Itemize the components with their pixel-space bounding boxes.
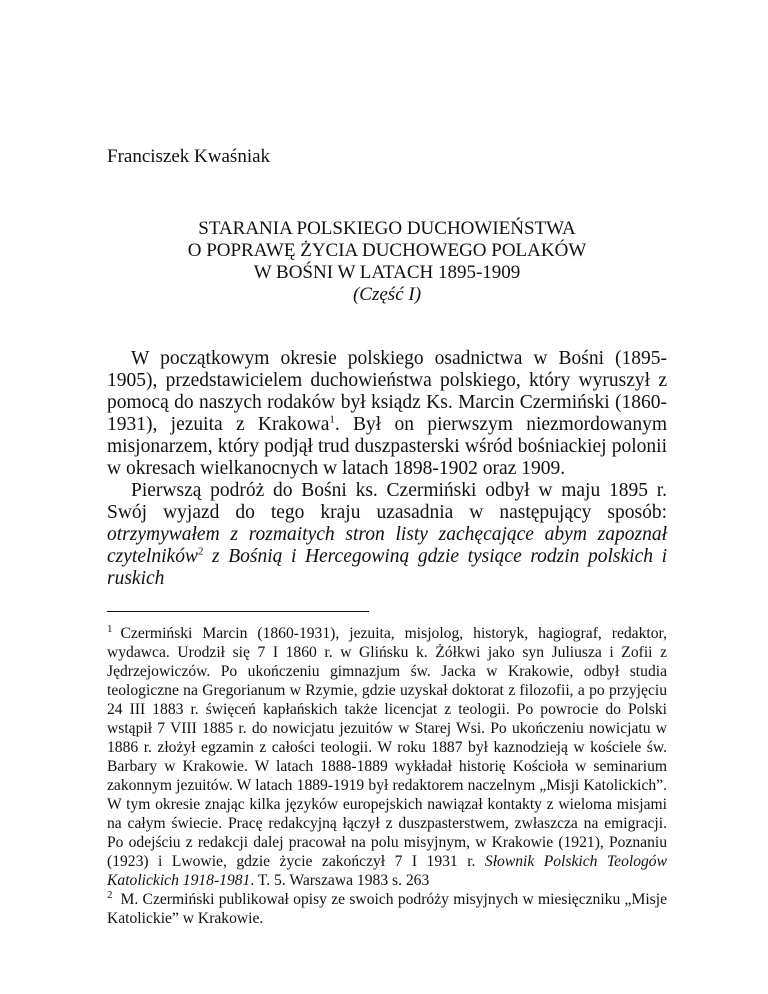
footnote-1	[107, 624, 667, 890]
title-line-3: W BOŚNI W LATACH 1895-1909	[253, 262, 521, 283]
paragraph-2	[107, 480, 667, 590]
paragraph-1-continued: . Był on pierwszym niezmordowanym misjonarzem, który podjął trud duszpasterski wśród bośniackiej polonii w okresach wielkanocnych w latach 1898-1902 oraz 1909.	[107, 414, 667, 479]
footnote-2-text: M. Czermiński publikował opisy ze swoich podróży misyjnych w miesięczniku „Misje Katolickie” w Krakowie.	[107, 891, 667, 927]
paragraph-2-quote: otrzymywałem z rozmaitych stron listy zachęcające abym zapoznał czytelników	[107, 524, 667, 567]
body-text	[107, 348, 667, 590]
paragraph-2-text: Pierwszą podróż do Bośni ks. Czermiński odbył w maju 1895 r. Swój wyjazd do tego kraju uzasadnia w następujący sposób:	[107, 480, 667, 523]
footnotes	[107, 624, 667, 928]
footnote-divider	[107, 611, 369, 612]
author-name: Franciszek Kwaśniak	[107, 146, 271, 167]
footnote-2	[107, 890, 667, 928]
footnote-ref-2: 2	[197, 545, 204, 558]
title-part: (Część I)	[352, 284, 422, 305]
footnote-ref-1: 1	[329, 413, 335, 426]
paragraph-1	[107, 348, 667, 480]
paragraph-2-quote-continued: z Bośnią i Hercegowiną gdzie tysiące rodzin polskich i ruskich	[107, 546, 667, 589]
article-title	[107, 218, 667, 306]
footnote-1-text: Czermiński Marcin (1860-1931), jezuita, misjolog, historyk, hagiograf, redaktor, wydawca. Urodził się 7 I 1860 r. w Glińsku k. Żółkwi jako syn Juliusza i Zofii z Jędrzejowiczów. Po ukończeniu gimnazjum św. Jacka w Krakowie, odbył studia teologiczne na Gregorianum w Rzymie, gdzie uzyskał doktorat z filozofii, a po przyjęciu 24 III 1883 r. święceń kapłańskich także licencjat z teologii. Po powrocie do Polski wstąpił 7 VIII 1885 r. do nowicjatu jezuitów w Starej Wsi. Po ukończeniu nowicjatu w 1886 r. złożył egzamin z całości teologii. W roku 1887 był kaznodzieją w kościele św. Barbary w Krakowie. W latach 1888-1889 wykładał historię Kościoła w seminarium zakonnym jezuitów. W latach 1889-1919 był redaktorem naczelnym „Misji Katolickich”. W tym okresie znając kilka języków europejskich nawiązał kontakty z wieloma misjami na całym świecie. Pracę redakcyjną łączył z duszpasterstwem, zwłaszcza na emigracji. Po odejściu z redakcji dalej pracował na polu misyjnym, w Krakowie (1921), Poznaniu (1923) i Lwowie, gdzie życie zakończył 7 I 1931 r.	[107, 625, 667, 870]
title-line-1: STARANIA POLSKIEGO DUCHOWIEŃSTWA	[198, 218, 576, 239]
footnote-1-source: Słownik Polskich Teologów Katolickich 1918-1981	[107, 853, 667, 889]
title-line-2: O POPRAWĘ ŻYCIA DUCHOWEGO POLAKÓW	[187, 240, 587, 261]
footnote-1-number: 1	[107, 622, 113, 635]
footnote-1-source-details: . T. 5. Warszawa 1983 s. 263	[250, 872, 430, 889]
footnote-2-number: 2	[107, 888, 113, 901]
paragraph-1-text: W początkowym okresie polskiego osadnictwa w Bośni (1895-1905), przedstawicielem duchowieństwa polskiego, który wyruszył z pomocą do naszych rodaków był ksiądz Ks. Marcin Czermiński (1860-1931), jezuita z Krakowa	[107, 348, 667, 435]
